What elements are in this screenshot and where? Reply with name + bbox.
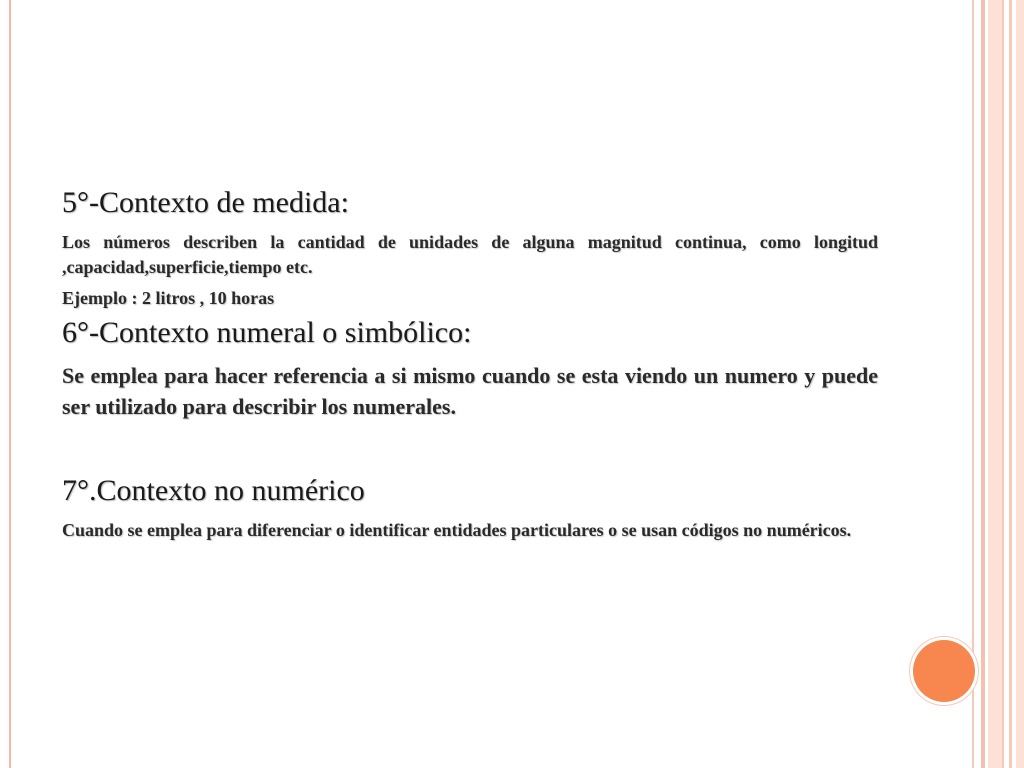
section-heading: 5°-Contexto de medida: <box>62 186 349 219</box>
section-heading: 7°.Contexto no numérico <box>62 474 365 507</box>
section-paragraph: Cuando se emplea para diferenciar o identificar entidades particulares o se usan códigos no numéricos. <box>62 520 852 540</box>
section-medida <box>62 186 878 310</box>
section-heading: 6°-Contexto numeral o simbólico: <box>62 316 472 349</box>
stripe <box>1016 0 1024 768</box>
section-example: Ejemplo : 2 litros , 10 horas <box>62 288 275 308</box>
section-no-numerico <box>62 474 878 543</box>
stripe <box>981 0 985 768</box>
right-decorative-stripes <box>972 0 1024 768</box>
slide-content <box>62 186 878 543</box>
stripe <box>988 0 1002 768</box>
stripe <box>1002 0 1004 768</box>
stripe <box>1009 0 1012 768</box>
section-numeral <box>62 316 878 422</box>
orange-circle-icon <box>913 640 975 702</box>
stripe <box>972 0 974 768</box>
section-paragraph: Se emplea para hacer referencia a si mismo cuando se esta viendo un numero y puede ser utilizado para describir los numerales. <box>62 363 878 419</box>
section-paragraph: Los números describen la cantidad de unidades de alguna magnitud continua, como longitud ,capacidad,superficie,tiempo etc. <box>62 232 878 277</box>
left-border-line <box>9 0 11 768</box>
